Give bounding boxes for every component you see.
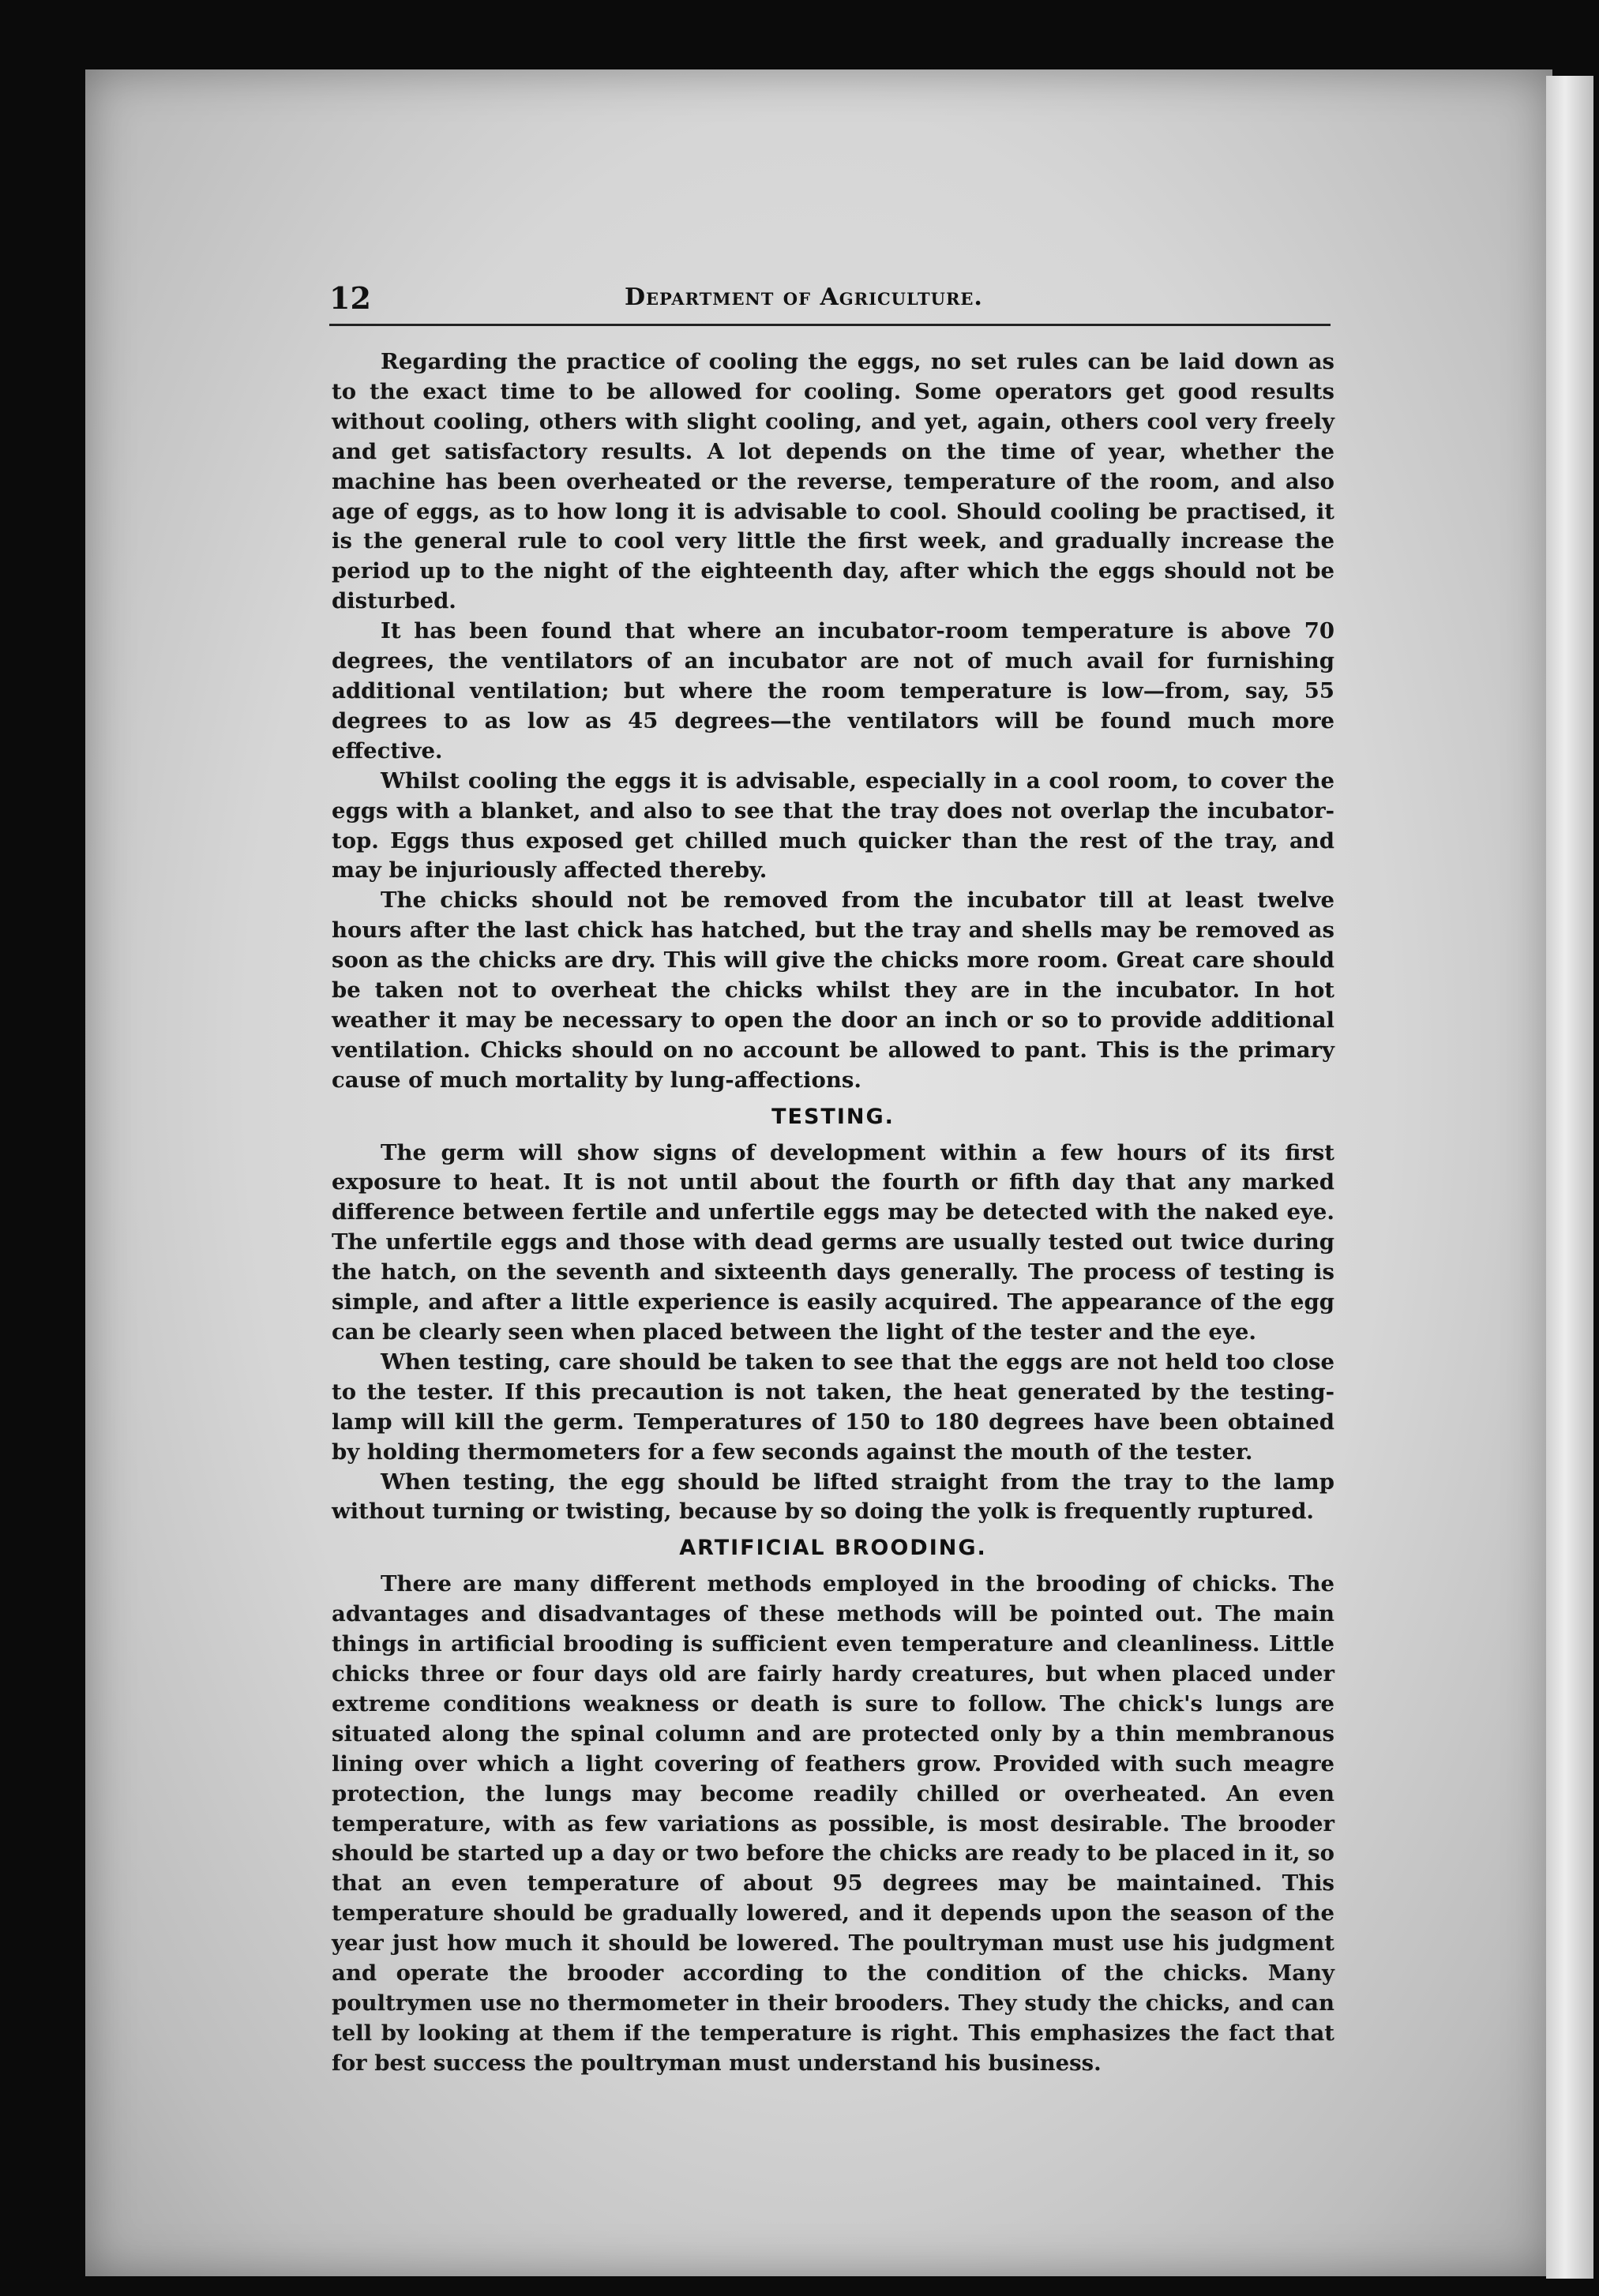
page-header: [329, 280, 1331, 320]
page-number: 12: [329, 280, 371, 316]
paragraph: The germ will show signs of development within a few hours of its first exposure to heat. It is not until about the fourth or fifth day that any marked difference between fertile and unfertile eggs may be detected with the naked eye. The unfertile eggs and those with dead germs are usually tested out twice during the hatch, on the seventh and sixteenth days generally. The process of testing is simple, and after a little experience is easily acquired. The appearance of the egg can be clearly seen when placed between the light of the tester and the eye.: [332, 1139, 1334, 1345]
section-heading-artificial-brooding: ARTIFICIAL BROODING.: [679, 1536, 987, 1561]
paragraph: There are many different methods employed in the brooding of chicks. The advantages and disadvantages of these methods will be pointed out. The main things in artificial brooding is sufficient even temperature and cleanliness. Little chicks three or four days old are fairly hardy creatures, but when placed under extreme conditions weakness or death is sure to follow. The chick's lungs are situated along the spinal column and are protected only by a thin membranous lining over which a light covering of feathers grow. Provided with such meagre protection, the lungs may become readily chilled or overheated. An even temperature, with as few variations as possible, is most desirable. The brooder should be started up a day or two before the chicks are ready to be placed in it, so that an even temperature of about 95 degrees may be maintained. This temperature should be gradually lowered, and it depends upon the season of the year just how much it should be lowered. The poultryman must use his judgment and operate the brooder according to the condition of the chicks. Many poultrymen use no thermometer in their brooders. They study the chicks, and can tell by looking at them if the temperature is right. This emphasizes the fact that for best success the poultryman must understand his business.: [332, 1571, 1334, 2076]
section-heading-testing: TESTING.: [771, 1104, 895, 1129]
paragraph: When testing, care should be taken to see that the eggs are not held too close to the tester. If this precaution is not taken, the heat generated by the testing-lamp will kill the germ. Temperatures of 150 to 180 degrees have been obtained by holding thermometers for a few seconds against the mouth of the tester.: [332, 1349, 1334, 1465]
running-head: Department of Agriculture.: [625, 283, 983, 311]
header-rule: [329, 324, 1331, 326]
paragraph: It has been found that where an incubator-room temperature is above 70 degrees, the ventilators of an incubator are not of much avail for furnishing additional ventilation; but where the room temperature is low—from, say, 55 degrees to as low as 45 degrees—the ventilators will be found much more effective.: [332, 618, 1334, 763]
paragraph: When testing, the egg should be lifted straight from the tray to the lamp without turning or twisting, because by so doing the yolk is frequently ruptured.: [332, 1469, 1334, 1525]
paragraph: The chicks should not be removed from the incubator till at least twelve hours after the last chick has hatched, but the tray and shells may be removed as soon as the chicks are dry. This will give the chicks more room. Great care should be taken not to overheat the chicks whilst they are in the incubator. In hot weather it may be necessary to open the door an inch or so to provide additional ventilation. Chicks should on no account be allowed to pant. This is the primary cause of much mortality by lung-affections.: [332, 887, 1334, 1093]
facing-page-edge: [1546, 76, 1593, 2279]
page-body: [332, 347, 1334, 2079]
paragraph: Regarding the practice of cooling the eggs, no set rules can be laid down as to the exact time to be allowed for cooling. Some operators get good results without cooling, others with slight cooling, and yet, again, others cool very freely and get satisfactory results. A lot depends on the time of year, whether the machine has been overheated or the reverse, temperature of the room, and also age of eggs, as to how long it is advisable to cool. Should cooling be practised, it is the general rule to cool very little the first week, and gradually increase the period up to the night of the eighteenth day, after which the eggs should not be disturbed.: [332, 349, 1334, 614]
paragraph: Whilst cooling the eggs it is advisable, especially in a cool room, to cover the eggs with a blanket, and also to see that the tray does not overlap the incubator-top. Eggs thus exposed get chilled much quicker than the rest of the tray, and may be injuriously affected thereby.: [332, 767, 1334, 884]
